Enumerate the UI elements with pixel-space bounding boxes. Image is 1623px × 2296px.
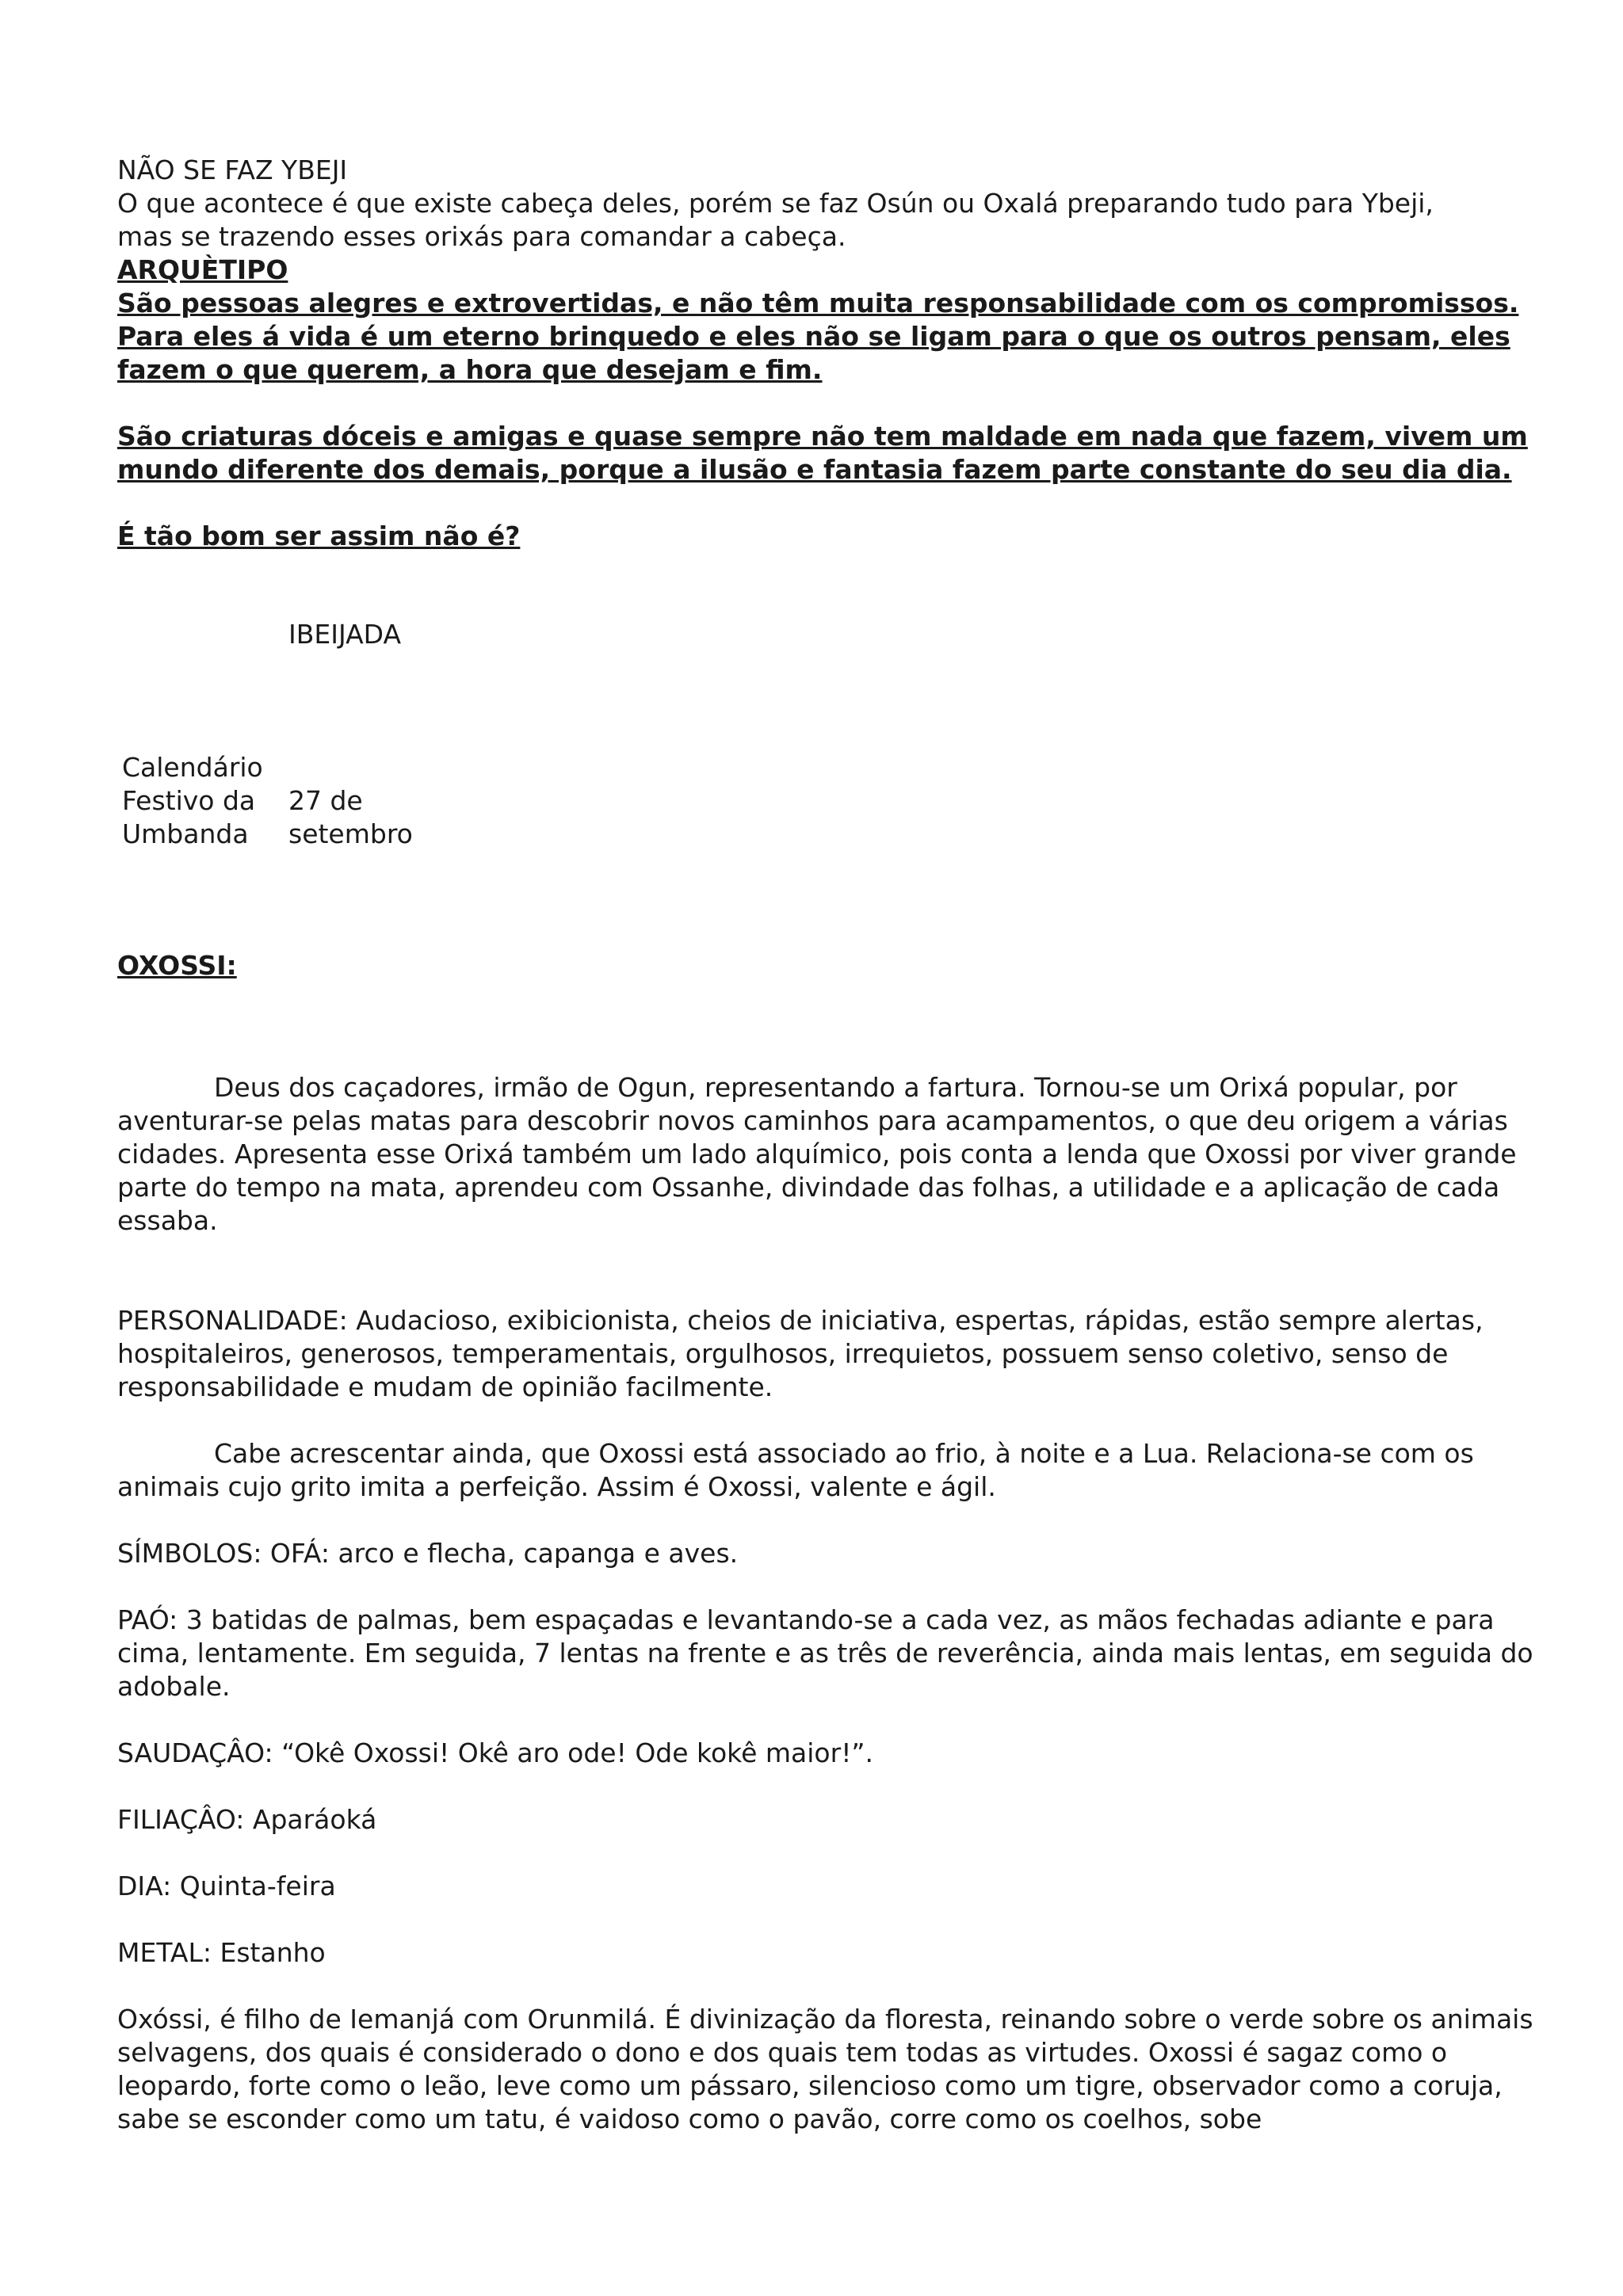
oxossi-pao: PAÓ: 3 batidas de palmas, bem espaçadas e levantando-se a cada vez, as mãos fechadas adiante e para cima, lentamente. Em seguida, 7 lentas na frente e as três de reverência, ainda mais lentas, em seguida do adobale.	[117, 1604, 1533, 1702]
calendar-table	[122, 751, 413, 851]
oxossi-final: Oxóssi, é filho de Iemanjá com Orunmilá. É divinização da floresta, reinando sobre o verde sobre os animais selvagens, dos quais é considerado o dono e dos quais tem todas as virtudes. Oxossi é sagaz como o leopardo, forte como o leão, leve como um pássaro, silencioso como um tigre, observador como a coruja, sabe se esconder como um tatu, é vaidoso como o pavão, corre como os coelhos, sobe	[117, 2004, 1533, 2134]
calendar-label-line-1: Calendário	[122, 752, 263, 783]
ibeijada-title: IBEIJADA	[288, 619, 402, 650]
ybeji-line-2: mas se trazendo esses orixás para comandar a cabeça.	[117, 221, 846, 252]
oxossi-metal: METAL: Estanho	[117, 1937, 326, 1968]
calendar-date-line-1: 27 de	[288, 785, 363, 816]
calendar-label	[122, 751, 288, 851]
arquetipo-paragraph-2: São criaturas dóceis e amigas e quase sempre não tem maldade em nada que fazem, vivem um mundo diferente dos demais, porque a ilusão e fantasia fazem parte constante do seu dia dia.	[117, 421, 1528, 485]
oxossi-personalidade: PERSONALIDADE: Audacioso, exibicionista, cheios de iniciativa, espertas, rápidas, estão sempre alertas, hospitaleiros, generosos, temperamentais, orgulhosos, irrequietos, possuem senso coletivo, senso de responsabilidade e mudam de opinião facilmente.	[117, 1305, 1484, 1402]
calendar-label-line-2: Festivo da	[122, 785, 256, 816]
calendar-label-line-3: Umbanda	[122, 818, 249, 849]
oxossi-intro: Deus dos caçadores, irmão de Ogun, representando a fartura. Tornou-se um Orixá popular, por aventurar-se pelas matas para descobrir novos caminhos para acampamentos, o que deu origem a várias cidades. Apresenta esse Orixá também um lado alquímico, pois conta a lenda que Oxossi por viver grande parte do tempo na mata, aprendeu com Ossanhe, divindade das folhas, a utilidade e a aplicação de cada essaba.	[117, 1072, 1517, 1236]
arquetipo-heading: ARQUÈTIPO	[117, 254, 288, 285]
document-page	[117, 154, 1560, 2136]
arquetipo-paragraph-3: É tão bom ser assim não é?	[117, 521, 521, 551]
oxossi-cabe: Cabe acrescentar ainda, que Oxossi está associado ao frio, à noite e a Lua. Relaciona-se com os animais cujo grito imita a perfeição. Assim é Oxossi, valente e ágil.	[117, 1438, 1474, 1502]
oxossi-heading: OXOSSI:	[117, 950, 237, 981]
ybeji-line-1: O que acontece é que existe cabeça deles, porém se faz Osún ou Oxalá preparando tudo para Ybeji,	[117, 188, 1434, 219]
oxossi-filiacao: FILIAÇÂO: Aparáoká	[117, 1804, 377, 1835]
oxossi-dia: DIA: Quinta-feira	[117, 1871, 336, 1901]
oxossi-saudacao: SAUDAÇÂO: “Okê Oxossi! Okê aro ode! Ode kokê maior!”.	[117, 1737, 874, 1768]
calendar-date-line-2: setembro	[288, 818, 413, 849]
oxossi-simbolos: SÍMBOLOS: OFÁ: arco e flecha, capanga e aves.	[117, 1538, 739, 1569]
ybeji-heading: NÃO SE FAZ YBEJI	[117, 154, 348, 185]
calendar-date	[288, 751, 413, 851]
arquetipo-paragraph-1: São pessoas alegres e extrovertidas, e não têm muita responsabilidade com os compromissos. Para eles á vida é um eterno brinquedo e eles não se ligam para o que os outros pensam, eles fazem o que querem, a hora que desejam e fim.	[117, 288, 1519, 385]
